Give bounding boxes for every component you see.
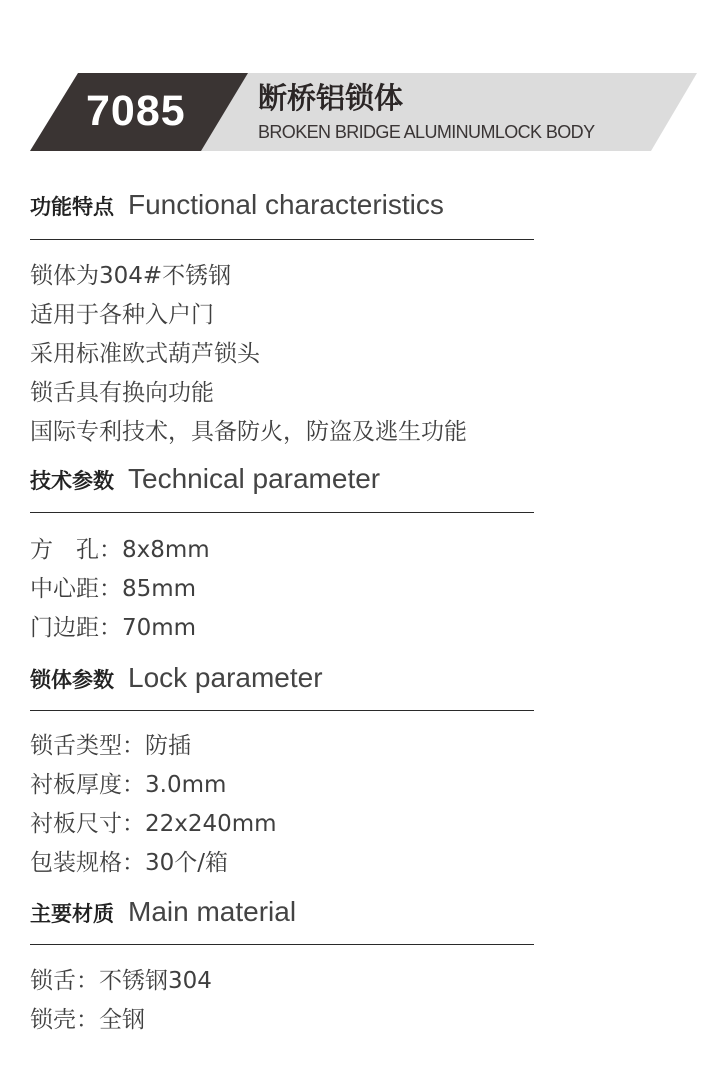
list-item: 适用于各种入户门 — [30, 302, 214, 328]
product-title-cn: 断桥铝锁体 — [258, 81, 404, 115]
list-item: 锁舌：不锈钢304 — [30, 968, 212, 994]
section-functional — [30, 189, 540, 445]
list-item: 锁舌类型：防插 — [30, 733, 191, 759]
list-item: 中心距：85mm — [30, 576, 197, 602]
section-heading — [30, 662, 540, 702]
list-item: 包装规格：30个/箱 — [30, 850, 229, 876]
list-item: 衬板厚度：3.0mm — [30, 772, 227, 798]
section-heading — [30, 463, 540, 503]
section-divider — [30, 710, 534, 711]
section-heading — [30, 189, 540, 229]
section-title-cn: 主要材质 — [30, 902, 114, 926]
list-item: 锁壳：全钢 — [30, 1007, 145, 1033]
section-lock — [30, 662, 540, 876]
item-list — [30, 962, 212, 1040]
section-divider — [30, 239, 534, 240]
header-banner — [0, 0, 720, 160]
item-list — [30, 727, 277, 883]
item-list — [30, 531, 210, 648]
list-item: 衬板尺寸：22x240mm — [30, 811, 277, 837]
list-item: 采用标准欧式葫芦锁头 — [30, 341, 260, 367]
list-item: 方 孔：8x8mm — [30, 537, 210, 563]
section-title-cn: 技术参数 — [30, 469, 114, 493]
item-list — [30, 257, 467, 452]
section-title-en: Technical parameter — [128, 463, 381, 494]
product-title-en: BROKEN BRIDGE ALUMINUMLOCK BODY — [258, 122, 595, 142]
list-item: 锁体为304#不锈钢 — [30, 263, 232, 289]
model-number: 7085 — [86, 87, 186, 135]
section-title-cn: 锁体参数 — [30, 668, 114, 692]
section-material — [30, 896, 540, 1033]
list-item: 国际专利技术，具备防火，防盗及逃生功能 — [30, 419, 467, 445]
section-divider — [30, 512, 534, 513]
list-item: 锁舌具有换向功能 — [30, 380, 214, 406]
section-technical — [30, 463, 540, 641]
section-title-en: Main material — [128, 896, 297, 927]
list-item: 门边距：70mm — [30, 615, 197, 641]
section-divider — [30, 944, 534, 945]
section-title-en: Lock parameter — [128, 662, 323, 693]
section-heading — [30, 896, 540, 936]
section-title-en: Functional characteristics — [128, 189, 444, 220]
section-title-cn: 功能特点 — [30, 195, 114, 219]
